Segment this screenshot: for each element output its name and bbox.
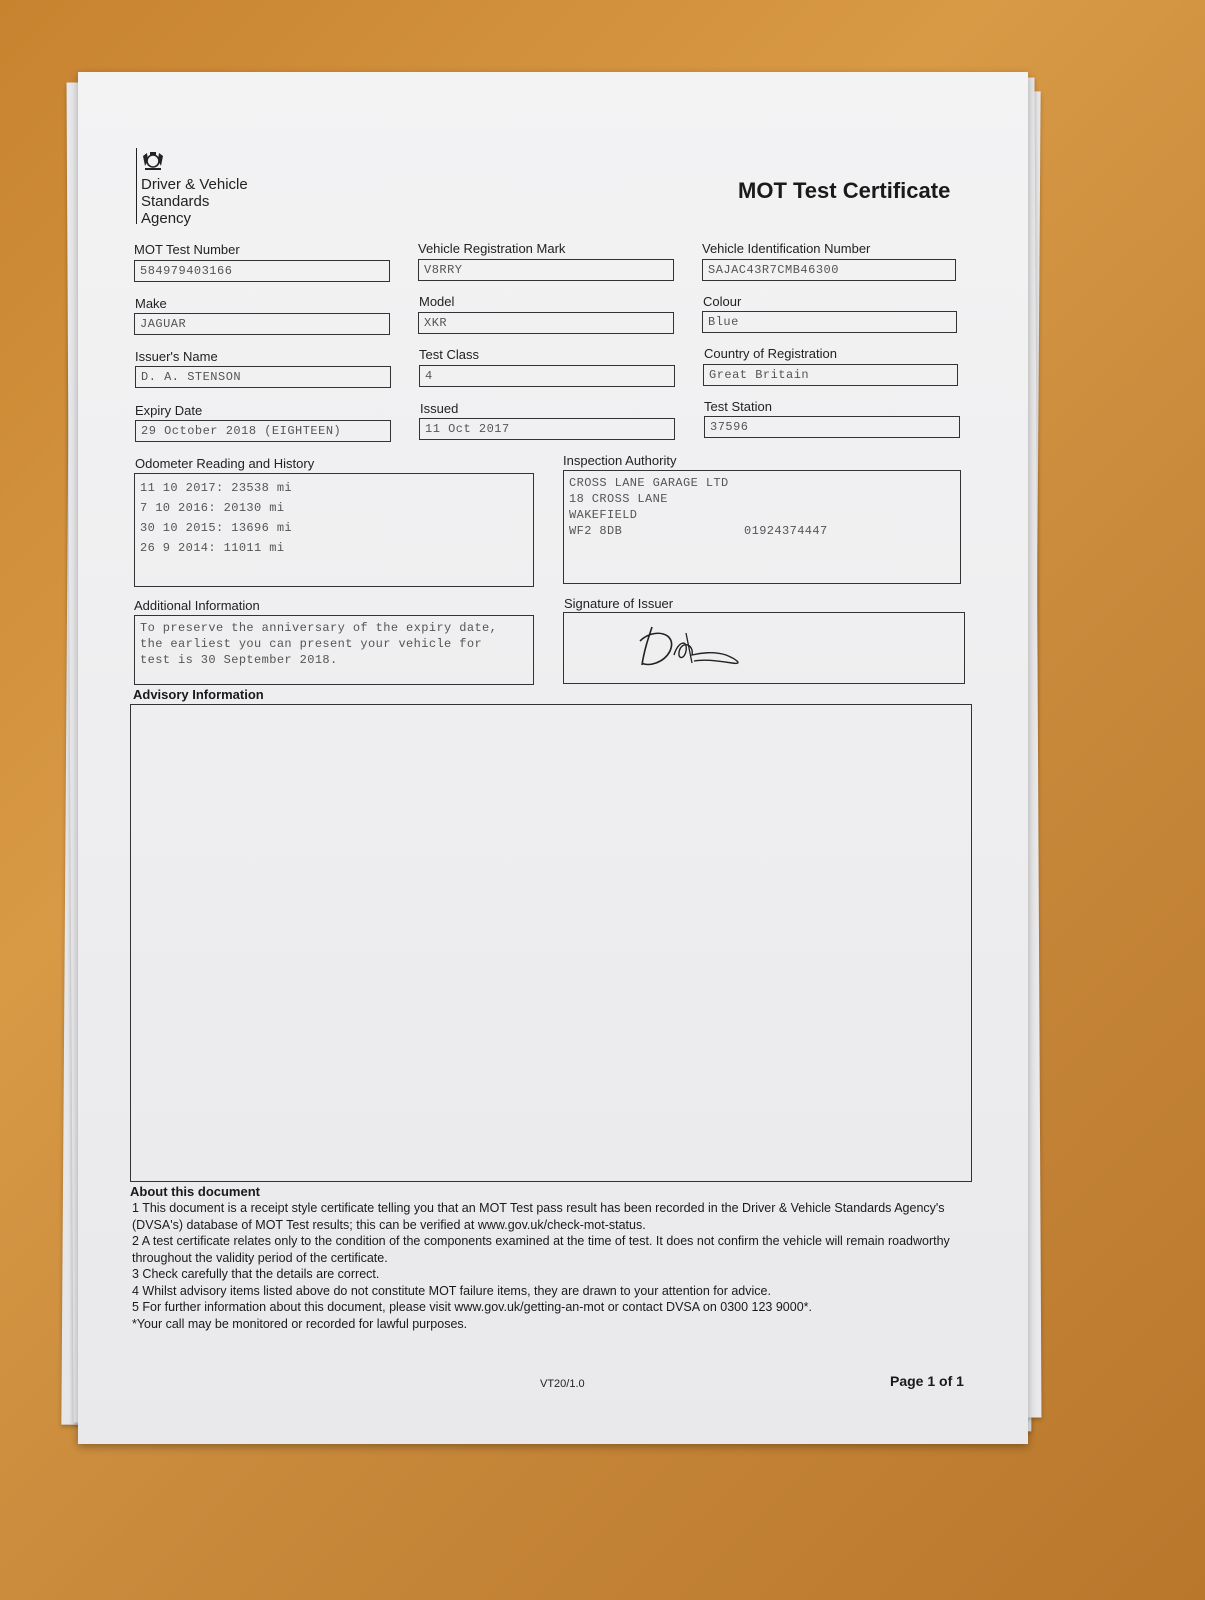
vin-label: Vehicle Identification Number [702,241,871,256]
about-item: 1 This document is a receipt style certificate telling you that an MOT Test pass result has been recorded in the Driver & Vehicle Standards Agency's (DVSA's) database of MOT Test results; this can be verified at www.gov.uk/check-mot-status. [132,1201,945,1232]
colour-label: Colour [703,294,742,309]
mot-test-number-label: MOT Test Number [134,242,240,257]
postcode: WF2 8DB [569,524,623,538]
page-number: Page 1 of 1 [890,1373,964,1389]
signature-label: Signature of Issuer [564,596,674,611]
page-title: MOT Test Certificate [738,178,951,203]
issuer-signature-icon [634,619,754,675]
issuer-label: Issuer's Name [135,349,218,364]
expiry-field: 29 October 2018 (EIGHTEEN) [135,420,391,442]
additional-info-line: test is 30 September 2018. [140,653,338,667]
additional-info-line: To preserve the anniversary of the expiry date, [140,621,498,635]
form-reference: VT20/1.0 [540,1378,585,1390]
odometer-entry: 7 10 2016: 20130 mi [140,501,285,515]
issued-field: 11 Oct 2017 [419,418,675,440]
odometer-label: Odometer Reading and History [135,456,315,471]
authority-label: Inspection Authority [563,453,677,468]
authority-line: WAKEFIELD [569,508,638,522]
additional-info-label: Additional Information [134,598,260,613]
make-label: Make [135,296,167,311]
agency-name: Driver & Vehicle Standards Agency [141,176,248,227]
test-station-label: Test Station [704,399,772,414]
vrm-label: Vehicle Registration Mark [418,241,566,256]
mot-test-number-field: 584979403166 [134,260,390,282]
about-item: 3 Check carefully that the details are correct. [132,1267,380,1281]
about-item: 4 Whilst advisory items listed above do not constitute MOT failure items, they are drawn to your attention for advice. [132,1283,771,1298]
about-item: 2 A test certificate relates only to the condition of the components examined at the time of test. It does not confirm the vehicle will remain roadworthy throughout the validity period of the certificate. [132,1234,950,1265]
authority-line: 18 CROSS LANE [569,492,668,506]
model-label: Model [419,294,455,309]
test-class-label: Test Class [419,347,479,362]
test-station-field: 37596 [704,416,960,438]
model-field: XKR [418,312,674,334]
issued-label: Issued [420,401,459,416]
authority-phone: 01924374447 [744,524,828,538]
colour-field: Blue [702,311,957,333]
about-title: About this document [130,1184,260,1199]
vrm-field: V8RRY [418,259,674,281]
logo-divider [136,148,137,224]
certificate-page [78,72,1028,1444]
advisory-box [130,704,972,1182]
odometer-entry: 26 9 2014: 11011 mi [140,541,285,555]
authority-line: CROSS LANE GARAGE LTD [569,476,729,490]
additional-info-line: the earliest you can present your vehicle for [140,637,483,651]
expiry-label: Expiry Date [135,403,203,418]
odometer-history-box [134,473,534,587]
issuer-field: D. A. STENSON [135,366,391,388]
about-item: *Your call may be monitored or recorded for lawful purposes. [132,1316,468,1331]
test-class-field: 4 [419,365,675,387]
advisory-label: Advisory Information [133,687,264,702]
signature-box [563,612,965,684]
authority-box [563,470,961,584]
vin-field: SAJAC43R7CMB46300 [702,259,956,281]
country-label: Country of Registration [704,346,837,361]
country-field: Great Britain [703,364,958,386]
odometer-entry: 11 10 2017: 23538 mi [140,481,293,495]
about-text [132,1200,982,1332]
odometer-entry: 30 10 2015: 13696 mi [140,521,293,535]
royal-crest-icon [140,150,166,172]
additional-info-box [134,615,534,685]
authority-line [569,523,955,539]
make-field: JAGUAR [134,313,390,335]
about-item: 5 For further information about this document, please visit www.gov.uk/getting-an-mot or contact DVSA on 0300 123 9000*. [132,1300,813,1314]
